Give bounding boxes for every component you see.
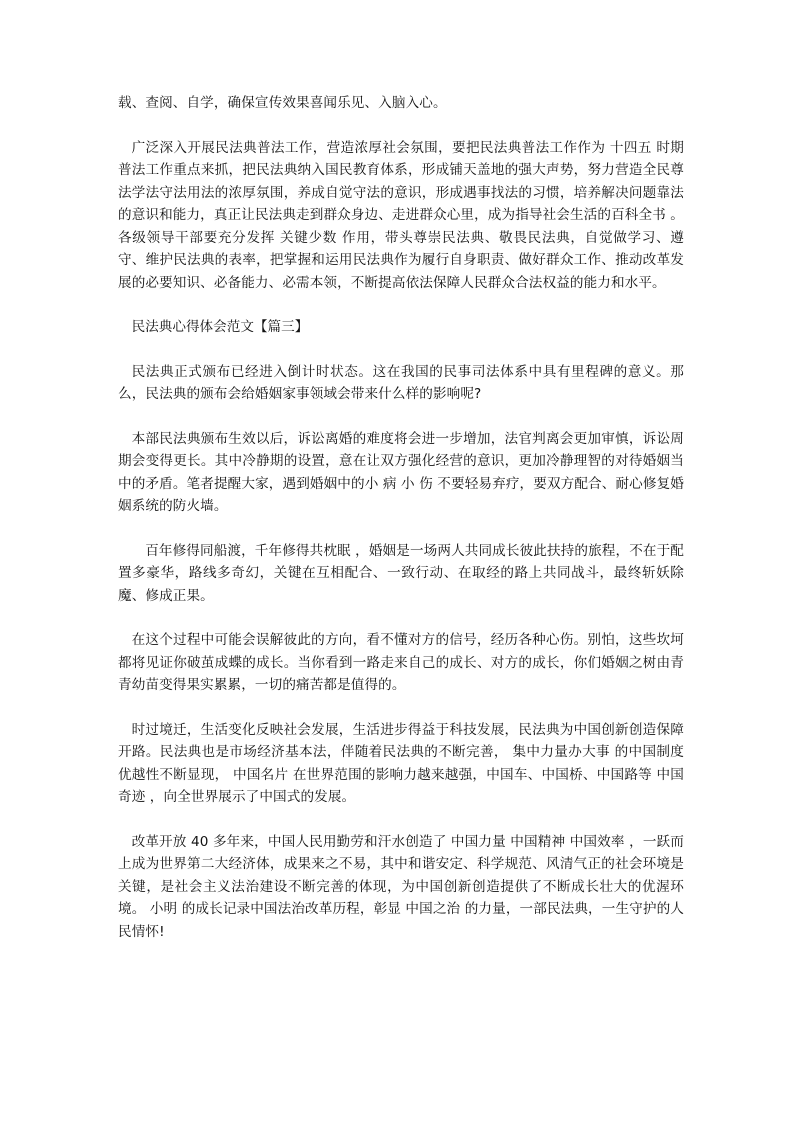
paragraph-4: 本部民法典颁布生效以后，诉讼离婚的难度将会进一步增加，法官判离会更加审慎，诉讼周期会变得更长。其中冷静期的设置，意在让双方强化经营的意识，更加冷静理智的对待婚姻当中的矛盾。笔者提醒大家，遇到婚姻中的小 病 小 伤 不要轻易弃疗，要双方配合、耐心修复婚姻系统的防火墙。 (118, 430, 684, 514)
section-heading: 民法典心得体会范文【篇三】 (131, 319, 309, 335)
paragraph-3: 民法典正式颁布已经进入倒计时状态。这在我国的民事司法体系中具有里程碑的意义。那么，民法典的颁布会给婚姻家事领域会带来什么样的影响呢? (118, 363, 684, 402)
document-page (118, 92, 684, 943)
paragraph-8: 改革开放 40 多年来，中国人民用勤劳和汗水创造了 中国力量 中国精神 中国效率 ，一跃而上成为世界第二大经济体，成果来之不易，其中和谐安定、科学规范、风清气正的社会环境是关键，是社会主义法治建设不断完善的体现，为中国创新创造提供了不断成长壮大的优渥环境。 小明 的成长记录中国法治改革历程，彰显 中国之治 的力量，一部民法典，一生守护的人民情怀! (118, 833, 684, 940)
paragraph-5: 百年修得同船渡，千年修得共枕眠 ，婚姻是一场两人共同成长彼此扶持的旅程，不在于配置多豪华，路线多奇幻，关键在互相配合、一致行动、在取经的路上共同战斗，最终斩妖除魔、修成正果。 (118, 542, 684, 604)
paragraph-6: 在这个过程中可能会误解彼此的方向，看不懂对方的信号，经历各种心伤。别怕，这些坎坷都将见证你破茧成蝶的成长。当你看到一路走来自己的成长、对方的成长，你们婚姻之树由青青幼苗变得果实累累，一切的痛苦都是值得的。 (118, 632, 684, 693)
paragraph-2: 广泛深入开展民法典普法工作，营造浓厚社会氛围，要把民法典普法工作作为 十四五 时期普法工作重点来抓，把民法典纳入国民教育体系，形成铺天盖地的强大声势，努力营造全民尊法学法守法用法的浓厚氛围，养成自觉守法的意识，形成遇事找法的习惯，培养解决问题靠法的意识和能力，真正让民法典走到群众身边、走进群众心里，成为指导社会生活的百科全书 。各级领导干部要充分发挥 关键少数 作用，带头尊崇民法典、敬畏民法典，自觉做学习、遵守、维护民法典的表率，把掌握和运用民法典作为履行自身职责、做好群众工作、推动改革发展的必要知识、必备能力、必需本领，不断提高依法保障人民群众合法权益的能力和水平。 (118, 139, 684, 291)
paragraph-1: 载、查阅、自学，确保宣传效果喜闻乐见、入脑入心。 (118, 95, 447, 111)
paragraph-7: 时过境迁，生活变化反映社会发展，生活进步得益于科技发展，民法典为中国创新创造保障开路。民法典也是市场经济基本法，伴随着民法典的不断完善， 集中力量办大事 的中国制度优越性不断显现， 中国名片 在世界范围的影响力越来越强，中国车、中国桥、中国路等 中国奇迹 ，向全世界展示了中国式的发展。 (118, 721, 684, 805)
